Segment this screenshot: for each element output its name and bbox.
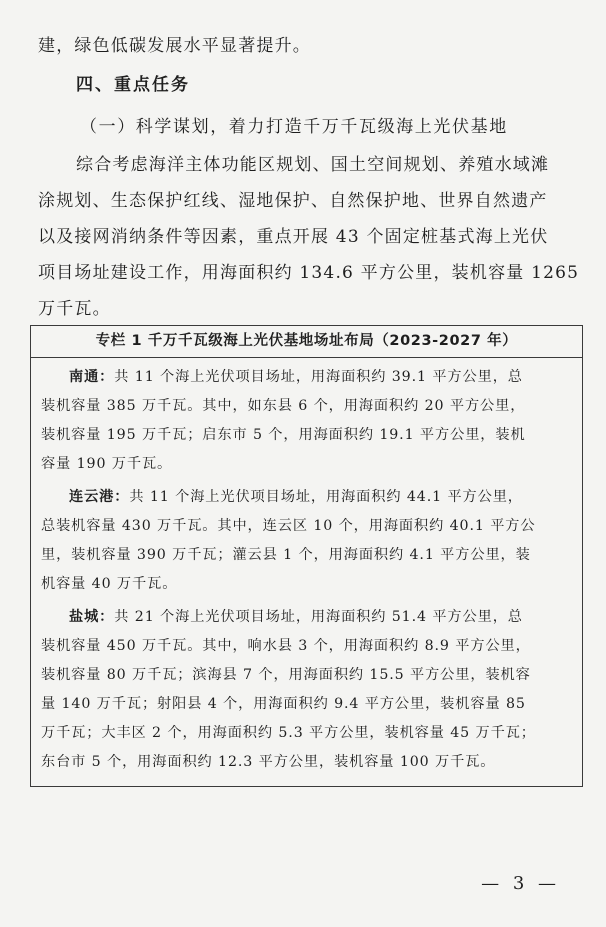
box-line: 机容量 40 万千瓦。 [41, 576, 178, 592]
box-line: 装机容量 80 万千瓦；滨海县 7 个，用海面积约 15.5 平方公里，装机容 [41, 667, 531, 683]
box-line: 万千瓦；大丰区 2 个，用海面积约 5.3 平方公里，装机容量 45 万千瓦； [41, 725, 536, 741]
paragraph-line: 涂规划、生态保护红线、湿地保护、自然保护地、世界自然遗产 [38, 191, 548, 211]
box-line: 量 140 万千瓦；射阳县 4 个，用海面积约 9.4 平方公里，装机容量 85 [41, 696, 526, 712]
column-box-title: 专栏 1 千万千瓦级海上光伏基地场址布局（2023-2027 年） [31, 326, 582, 358]
column-box [30, 325, 583, 787]
paragraph-line: 以及接网消纳条件等因素，重点开展 43 个固定桩基式海上光伏 [38, 227, 549, 247]
box-section-first-line [69, 608, 606, 626]
box-text: 共 11 个海上光伏项目场址，用海面积约 39.1 平方公里，总 [114, 369, 523, 385]
box-line: 装机容量 195 万千瓦；启东市 5 个，用海面积约 19.1 平方公里，装机 [41, 427, 526, 443]
box-line: 里，装机容量 390 万千瓦；灌云县 1 个，用海面积约 4.1 平方公里，装 [41, 547, 531, 563]
box-line: 装机容量 385 万千瓦。其中，如东县 6 个，用海面积约 20 平方公里， [41, 398, 526, 414]
box-text: 共 21 个海上光伏项目场址，用海面积约 51.4 平方公里，总 [114, 609, 523, 625]
page-number: — 3 — [481, 873, 560, 894]
box-text: 共 11 个海上光伏项目场址，用海面积约 44.1 平方公里， [129, 489, 523, 505]
box-line: 东台市 5 个，用海面积约 12.3 平方公里，装机容量 100 万千瓦。 [41, 754, 496, 770]
box-line: 总装机容量 430 万千瓦。其中，连云区 10 个，用海面积约 40.1 平方公 [41, 518, 536, 534]
subsection-heading: （一）科学谋划，着力打造千万千瓦级海上光伏基地 [80, 117, 508, 137]
box-line: 装机容量 450 万千瓦。其中，响水县 3 个，用海面积约 8.9 平方公里， [41, 638, 531, 654]
city-name-lianyungang: 连云港： [69, 489, 130, 505]
paragraph-line: 万千瓦。 [38, 299, 111, 319]
city-name-nantong: 南通： [69, 369, 115, 385]
section-heading: 四、重点任务 [76, 75, 190, 95]
box-section-first-line [69, 488, 606, 506]
box-line: 容量 190 万千瓦。 [41, 456, 173, 472]
paragraph-line: 综合考虑海洋主体功能区规划、国土空间规划、养殖水域滩 [76, 155, 550, 175]
paragraph-line: 项目场址建设工作，用海面积约 134.6 平方公里，装机容量 1265 [38, 263, 580, 283]
box-section-first-line [69, 368, 606, 386]
intro-tail-text: 建，绿色低碳发展水平显著提升。 [38, 36, 311, 56]
city-name-yancheng: 盐城： [69, 609, 115, 625]
